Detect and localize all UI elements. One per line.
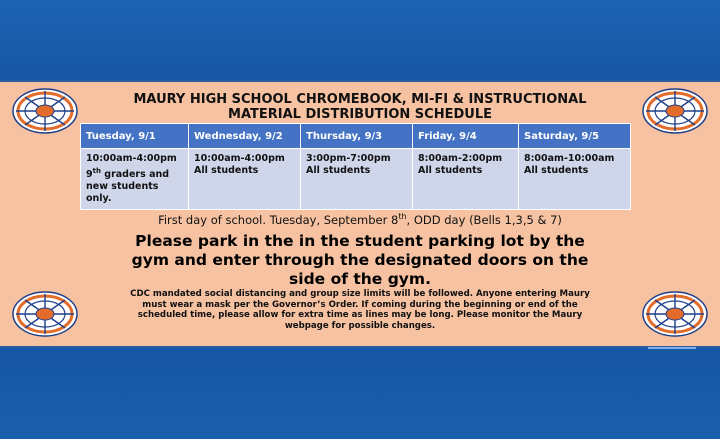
ship-wheel-emblem-icon [642,290,708,338]
ship-wheel-emblem-icon [642,87,708,135]
cell-time: 8:00am-2:00pm [418,153,503,164]
parking-line: side of the gym. [289,270,431,288]
schedule-header-row [81,124,631,149]
cell-audience: All students [194,165,259,176]
audience-pre: 9 [86,169,93,181]
schedule-table [80,123,631,210]
cell-time: 3:00pm-7:00pm [306,153,391,164]
cell-time: 10:00am-4:00pm [86,153,177,164]
cdc-line: scheduled time, please allow for extra time as lines may be long. Please monitor the Maury [137,310,583,320]
cell-audience: All students [306,165,371,176]
top-blue-band [0,0,720,80]
first-day-sup: th [398,212,407,221]
first-day-pre: First day of school. Tuesday, September 8 [158,212,399,227]
cdc-line: must wear a mask per the Governor’s Order. If coming during the beginning or end of the [142,299,578,310]
day-header: Saturday, 9/5 [519,124,631,149]
cell-time: 10:00am-4:00pm [194,153,285,164]
title-line: MATERIAL DISTRIBUTION SCHEDULE [228,107,492,122]
audience-post: graders and new students only. [86,169,170,205]
cell-audience: All students [418,165,483,176]
parking-line: gym and enter through the designated doors on the [131,251,589,269]
schedule-times-row [81,149,631,210]
flyer-title [100,92,620,122]
audience-sup: th [92,167,101,175]
title-line: MAURY HIGH SCHOOL CHROMEBOOK, MI-FI & INSTRUCTIONAL [133,92,587,107]
cdc-line: webpage for possible changes. [284,320,436,331]
schedule-cell [81,149,189,210]
distribution-flyer [0,80,720,348]
ship-wheel-emblem-icon [12,290,78,338]
cdc-notice [86,289,634,331]
cell-time: 8:00am-10:00am [524,153,615,164]
day-header: Wednesday, 9/2 [189,124,301,149]
day-header: Thursday, 9/3 [301,124,413,149]
cdc-line: CDC mandated social distancing and group size limits will be followed. Anyone entering Maury [130,289,590,299]
schedule-cell [519,149,631,210]
day-header: Tuesday, 9/1 [81,124,189,149]
bottom-blue-band [0,349,720,439]
day-header: Friday, 9/4 [413,124,519,149]
cell-audience: All students [524,165,589,176]
first-day-post: , ODD day (Bells 1,3,5 & 7) [406,212,562,227]
schedule-cell [301,149,413,210]
first-day-note [60,212,660,227]
schedule-cell [189,149,301,210]
parking-instructions [90,232,630,289]
parking-line: Please park in the in the student parking lot by the [135,232,585,250]
ship-wheel-emblem-icon [12,87,78,135]
schedule-cell [413,149,519,210]
cell-audience [86,165,183,205]
